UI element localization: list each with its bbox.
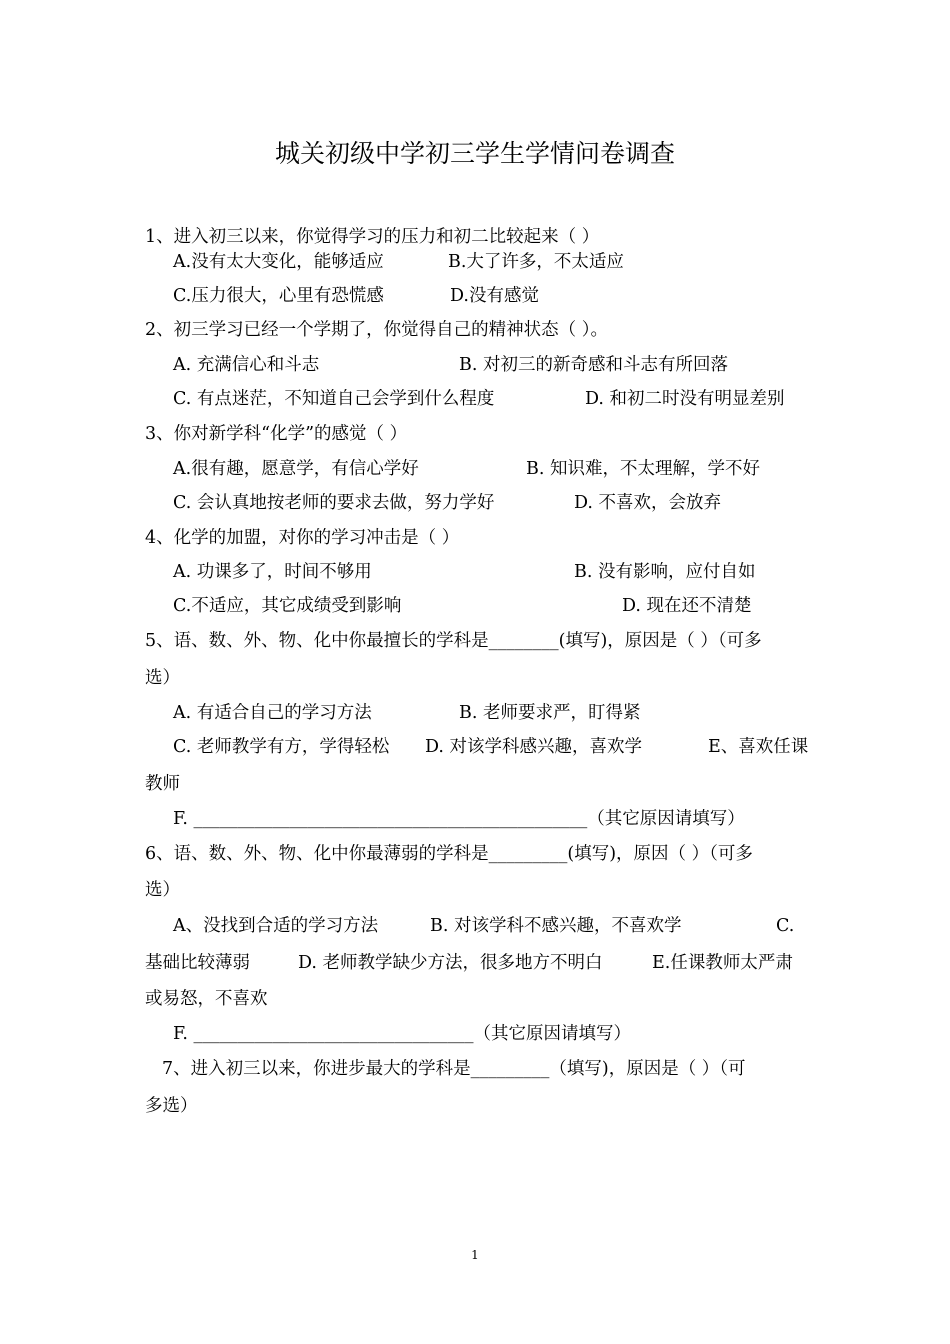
q5-option-a: A. 有适合自己的学习方法: [173, 703, 372, 723]
q6-option-f: F. ________________________________（其它原因请填写）: [173, 1024, 632, 1044]
q6-option-c-continued: 基础比较薄弱: [145, 953, 250, 973]
q6-option-c: C.: [776, 916, 795, 936]
q2-option-a: A. 充满信心和斗志: [173, 355, 320, 375]
q3-stem: 3、你对新学科“化学”的感觉（ ）: [145, 424, 408, 444]
q5-option-f: F. _____________________________________________（其它原因请填写）: [173, 809, 745, 829]
q7-stem-line2: 多选）: [145, 1096, 198, 1116]
q5-option-b: B. 老师要求严，盯得紧: [459, 703, 641, 723]
q3-option-d: D. 不喜欢，会放弃: [574, 493, 722, 513]
q3-option-b: B. 知识难，不太理解，学不好: [526, 459, 760, 479]
q6-stem-line2: 选）: [145, 880, 180, 900]
q1-option-d: D.没有感觉: [450, 286, 539, 306]
q2-option-b: B. 对初三的新奇感和斗志有所回落: [459, 355, 728, 375]
q5-option-c: C. 老师教学有方，学得轻松: [173, 737, 390, 757]
q4-option-c: C.不适应，其它成绩受到影响: [173, 596, 402, 616]
q4-option-d: D. 现在还不清楚: [622, 596, 752, 616]
q6-option-a: A、没找到合适的学习方法: [173, 916, 379, 936]
q2-option-c: C. 有点迷茫，不知道自己会学到什么程度: [173, 389, 495, 409]
q5-option-e-continued: 教师: [145, 774, 180, 794]
q1-option-c: C.压力很大，心里有恐慌感: [173, 286, 384, 306]
q3-option-c: C. 会认真地按老师的要求去做，努力学好: [173, 493, 495, 513]
q2-stem: 2、初三学习已经一个学期了，你觉得自己的精神状态（ ）。: [145, 320, 608, 340]
q6-stem-line1: 6、语、数、外、物、化中你最薄弱的学科是_________(填写)，原因（ ）（可多: [145, 844, 753, 864]
q6-option-b: B. 对该学科不感兴趣，不喜欢学: [430, 916, 682, 936]
q2-option-d: D. 和初二时没有明显差别: [585, 389, 785, 409]
q6-option-e-continued: 或易怒，不喜欢: [145, 989, 268, 1009]
page-number: 1: [471, 1248, 479, 1262]
q4-stem: 4、化学的加盟，对你的学习冲击是（ ）: [145, 528, 460, 548]
q6-option-e: E.任课教师太严肃: [652, 953, 793, 973]
page-title: 城关初级中学初三学生学情问卷调查: [274, 139, 675, 168]
q1-stem: 1、进入初三以来，你觉得学习的压力和初二比较起来（ ）: [145, 227, 600, 247]
q1-option-a: A.没有太大变化，能够适应: [173, 252, 384, 272]
q5-option-d: D. 对该学科感兴趣，喜欢学: [425, 737, 643, 757]
q7-stem-line1: 7、进入初三以来，你进步最大的学科是_________（填写)，原因是（ ）（可: [162, 1059, 746, 1079]
q4-option-b: B. 没有影响，应付自如: [574, 562, 756, 582]
q6-option-d: D. 老师教学缺少方法，很多地方不明白: [298, 953, 603, 973]
q3-option-a: A.很有趣，愿意学，有信心学好: [173, 459, 419, 479]
q4-option-a: A. 功课多了，时间不够用: [173, 562, 372, 582]
q1-option-b: B.大了许多，不太适应: [448, 252, 624, 272]
q5-stem-line2: 选）: [145, 668, 180, 688]
q5-stem-line1: 5、语、数、外、物、化中你最擅长的学科是________(填写)，原因是（ ）（可多: [145, 631, 762, 651]
q5-option-e: E、喜欢任课: [708, 737, 809, 757]
